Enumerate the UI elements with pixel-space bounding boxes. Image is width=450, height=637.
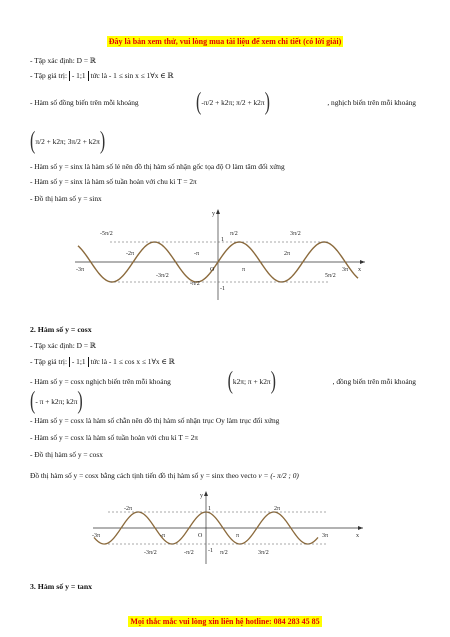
cosine-pi: π <box>236 533 240 539</box>
cosine-neg-three-pi: -3π <box>92 533 101 539</box>
sine-y-label: y <box>212 211 215 217</box>
cosine-neg-pi-2: -π/2 <box>184 550 194 556</box>
cosine-neg-one-label: -1 <box>208 548 213 554</box>
cosine-range-suffix: tức là - 1 ≤ cos x ≤ 1∀x ∈ ℝ <box>90 357 175 366</box>
cosine-shift-text: Đồ thị hàm số y = cosx bằng cách tịnh tiến đồ thị hàm số y = sinx theo vecto <box>30 471 257 480</box>
cosine-decreasing-line <box>30 367 416 396</box>
cosine-period-text: - Hàm số y = cosx là hàm số tuần hoàn với chu kì T = 2π <box>30 433 199 442</box>
sine-neg-three-pi-2: -3π/2 <box>156 273 169 279</box>
cosine-x-label: x <box>356 533 359 539</box>
cosine-domain: - Tập xác định: D = ℝ <box>30 341 96 350</box>
sine-decreasing-text: , nghịch biến trên mỗi khoảng <box>327 98 416 107</box>
sine-domain: - Tập xác định: D = ℝ <box>30 56 96 65</box>
cosine-neg-pi: -π <box>160 533 166 539</box>
sine-two-pi: 2π <box>284 251 291 257</box>
cosine-range <box>30 357 175 367</box>
footer-banner-text: Mọi thắc mắc vui lòng xin liên hệ hotline: 084 283 45 85 <box>130 617 320 626</box>
sine-range-prefix: - Tập giá trị: <box>30 71 68 80</box>
cosine-pi-2: π/2 <box>220 550 228 556</box>
footer-banner <box>0 611 450 629</box>
sine-pi-2: π/2 <box>230 231 238 237</box>
sine-neg-pi: -π <box>194 251 200 257</box>
cosine-increasing-interval: (- π + k2π; k2π) <box>30 387 83 416</box>
cosine-graph-text: - Đồ thị hàm số y = cosx <box>30 450 103 459</box>
cosine-origin-label: O <box>198 533 203 539</box>
sine-x-label: x <box>358 267 361 273</box>
cosine-neg-two-pi: -2π <box>124 506 133 512</box>
sine-graph-text: - Đồ thị hàm số y = sinx <box>30 194 102 203</box>
sine-increasing-line <box>30 88 416 117</box>
sine-graph <box>70 205 370 305</box>
sine-neg-one-label: -1 <box>220 286 225 292</box>
sine-origin-label: O <box>210 267 215 273</box>
cosine-graph <box>88 488 368 568</box>
cosine-shift-line <box>30 471 299 481</box>
cosine-shift-vector: v = (- π/2 ; 0) <box>258 471 299 480</box>
sine-pi: π <box>242 267 246 273</box>
sine-one-label: 1 <box>221 237 224 243</box>
sine-y-arrow <box>216 209 220 214</box>
cosine-y-label: y <box>200 493 203 499</box>
sine-increasing-interval: (-π/2 + k2π; π/2 + k2π) <box>195 88 270 117</box>
cosine-three-pi: 3π <box>322 533 329 539</box>
sine-increasing-prefix: - Hàm số đồng biến trên mỗi khoảng <box>30 98 139 107</box>
cosine-x-arrow <box>358 526 363 530</box>
cosine-one-label: 1 <box>208 506 211 512</box>
sine-neg-two-pi: -2π <box>126 251 135 257</box>
sine-range <box>30 71 174 81</box>
cosine-title: 2. Hàm số y = cosx <box>30 325 92 334</box>
sine-odd-text: - Hàm số y = sinx là hàm số lẻ nên đồ thị hàm số nhận gốc tọa độ O làm tâm đối xứng <box>30 162 285 171</box>
sine-neg-three-pi: -3π <box>76 267 85 273</box>
cosine-y-arrow <box>204 491 208 496</box>
cosine-decreasing-interval: (k2π; π + k2π) <box>227 367 276 396</box>
sine-range-value: - 1;1 <box>69 71 89 81</box>
cosine-two-pi: 2π <box>274 506 281 512</box>
sine-decreasing-interval: (π/2 + k2π; 3π/2 + k2π) <box>30 127 106 156</box>
tangent-title: 3. Hàm số y = tanx <box>30 582 93 591</box>
cosine-three-pi-2: 3π/2 <box>258 550 269 556</box>
sine-neg-five-pi-2: -5π/2 <box>100 231 113 237</box>
sine-five-pi-2: 5π/2 <box>325 273 336 279</box>
sine-three-pi-2: 3π/2 <box>290 231 301 237</box>
cosine-neg-three-pi-2: -3π/2 <box>144 550 157 556</box>
cosine-even-text: - Hàm số y = cosx là hàm số chẵn nên đồ thị hàm số nhận trục Oy làm trục đối xứng <box>30 416 280 425</box>
cosine-increasing-text: , đồng biến trên mỗi khoảng <box>332 377 416 386</box>
header-banner-text: Đây là bản xem thử, vui lòng mua tài liệu để xem chi tiết (có lời giải) <box>108 37 342 46</box>
sine-range-suffix: tức là - 1 ≤ sin x ≤ 1∀x ∈ ℝ <box>90 71 174 80</box>
sine-period-text: - Hàm số y = sinx là hàm số tuần hoàn với chu kì T = 2π <box>30 177 197 186</box>
cosine-decreasing-prefix: - Hàm số y = cosx nghịch biến trên mỗi khoảng <box>30 377 171 386</box>
sine-neg-pi-2: -π/2 <box>190 281 200 287</box>
cosine-range-value: - 1;1 <box>69 357 89 367</box>
header-banner <box>0 31 450 49</box>
sine-three-pi: 3π <box>342 267 349 273</box>
cosine-range-prefix: - Tập giá trị: <box>30 357 68 366</box>
sine-x-arrow <box>360 260 365 264</box>
